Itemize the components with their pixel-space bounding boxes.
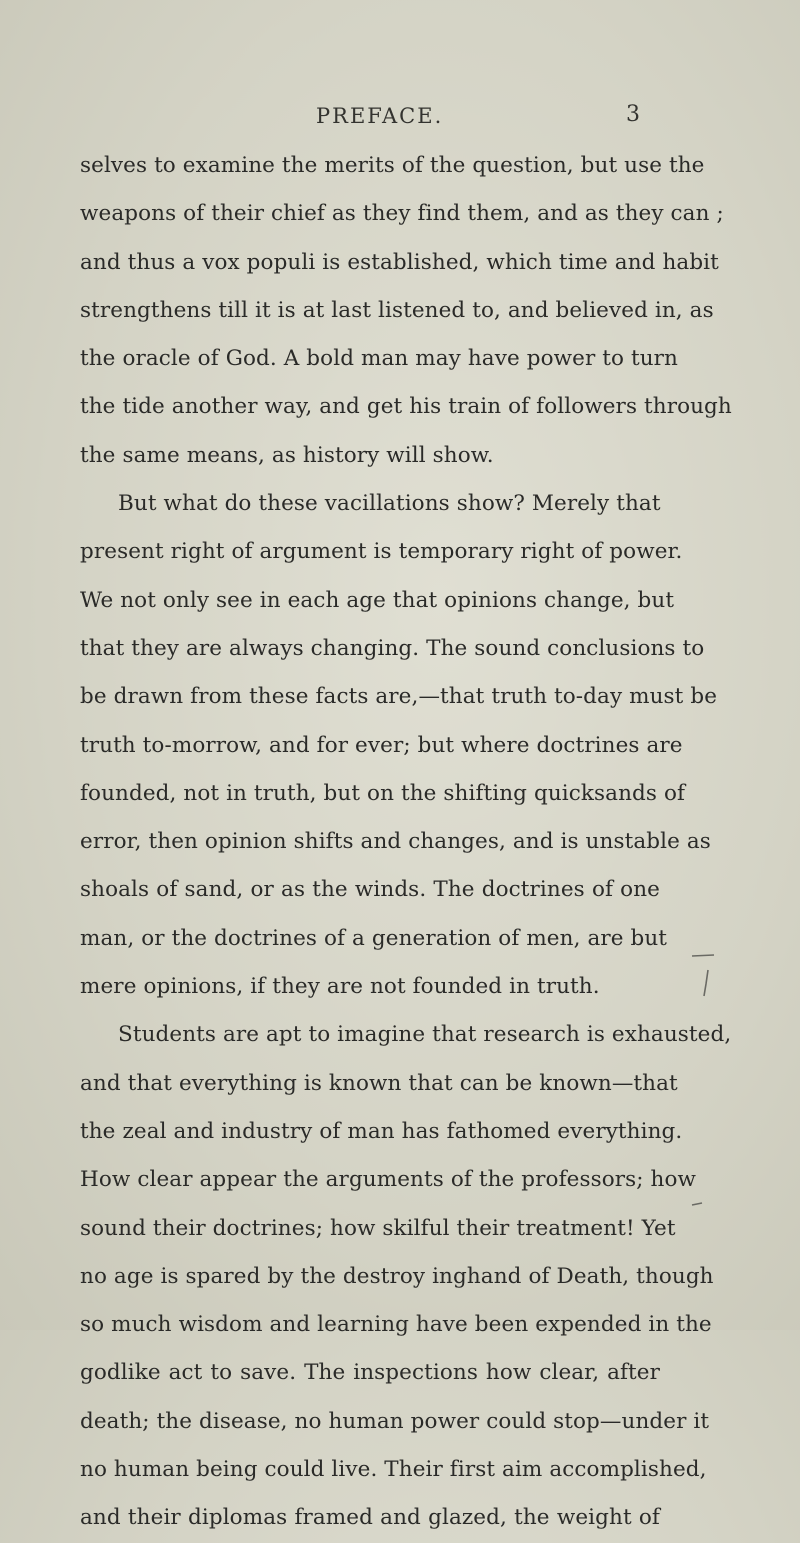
margin-pencil-mark <box>690 950 730 1030</box>
text-line: no age is spared by the destroy inghand of Death, though <box>80 1263 714 1289</box>
text-line: godlike act to save. The inspections how clear, after <box>80 1360 660 1386</box>
text-line: the zeal and industry of man has fathomed everything. <box>80 1118 683 1144</box>
text-line: weapons of their chief as they find them, and as they can ; <box>80 201 724 227</box>
text-line: selves to examine the merits of the question, but use the <box>80 153 705 178</box>
text-line: Students are apt to imagine that research is exhausted, <box>118 1022 732 1048</box>
text-line: shoals of sand, or as the winds. The doctrines of one <box>80 877 660 903</box>
text-line: be drawn from these facts are,—that truth to-day must be <box>80 684 718 710</box>
text-line: and thus a vox populi is established, which time and habit <box>80 249 719 275</box>
page-number: 3 <box>626 102 640 127</box>
text-line: How clear appear the arguments of the professors; how <box>80 1167 697 1193</box>
margin-dash-mark <box>690 1200 710 1208</box>
text-line: the same means, as history will show. <box>80 442 494 468</box>
text-line: present right of argument is temporary right of power. <box>80 539 683 565</box>
text-line: sound their doctrines; how skilful their treatment! Yet <box>80 1215 676 1241</box>
text-line: the tide another way, and get his train of followers through <box>80 394 732 420</box>
text-line: mere opinions, if they are not founded in truth. <box>80 974 600 1000</box>
text-line: no human being could live. Their first aim accomplished, <box>80 1457 707 1483</box>
text-line: We not only see in each age that opinions change, but <box>80 587 675 613</box>
body-text <box>80 142 732 1543</box>
text-line: the oracle of God. A bold man may have power to turn <box>80 346 679 372</box>
text-line: and that everything is known that can be known—that <box>80 1070 678 1096</box>
text-line: But what do these vacillations show? Merely that <box>118 491 661 517</box>
text-line: truth to-morrow, and for ever; but where doctrines are <box>80 732 683 758</box>
text-line: death; the disease, no human power could stop—under it <box>80 1408 710 1434</box>
running-head: PREFACE. <box>316 104 444 128</box>
text-line: error, then opinion shifts and changes, and is unstable as <box>80 829 711 855</box>
text-line: man, or the doctrines of a generation of men, are but <box>80 925 668 951</box>
text-line: so much wisdom and learning have been expended in the <box>80 1312 712 1338</box>
text-line: strengthens till it is at last listened to, and believed in, as <box>80 297 714 323</box>
text-line: founded, not in truth, but on the shifting quicksands of <box>80 780 686 806</box>
text-line: that they are always changing. The sound conclusions to <box>80 635 705 661</box>
text-line: and their diplomas framed and glazed, the weight of <box>80 1505 660 1531</box>
